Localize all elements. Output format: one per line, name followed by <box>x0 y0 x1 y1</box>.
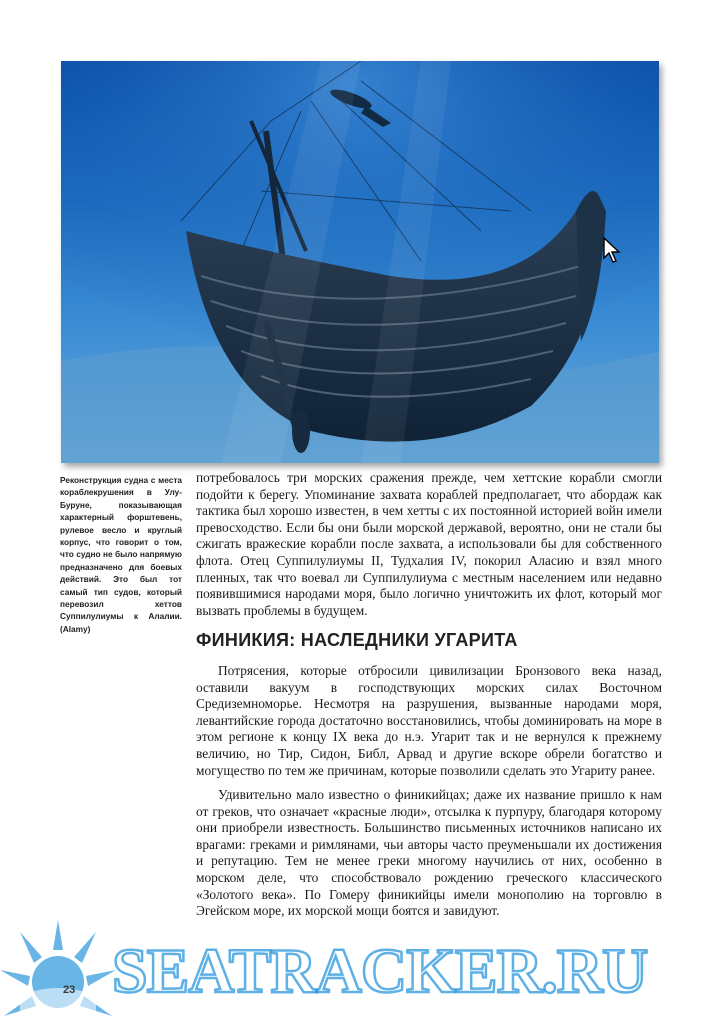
section-heading: ФИНИКИЯ: НАСЛЕДНИКИ УГАРИТА <box>196 630 518 651</box>
sun-logo-icon <box>0 920 116 1024</box>
body-paragraph: Потрясения, которые отбросили цивилизации Бронзового века назад, оставили вакуум в господствующих морских силах Восточном Средиземноморье. Несмотря на разрушения, вызванные народами моря, левантийские города достаточно восстановились, чтобы доминировать на море в этом регионе к концу IX века до н.э. Угарит так и не вернулся к прежнему величию, но Тир, Сидон, Библ, Арвад и другие вскоре обрели богатство и могущество по тем же причинам, которые позволили сделать это Угариту ранее. <box>196 662 662 778</box>
body-paragraph: потребовалось три морских сражения прежде, чем хеттские корабли смогли подойти к берегу. Упоминание захвата кораблей предполагает, что абордаж как тактика был хорошо известен, в чем хетты с их постоянной историей войн имели превосходство. Если бы они были морской державой, вероятно, они не стали бы сжигать вражеские корабли после захвата, а использовали бы для собственного флота. Отец Суппилулиумы II, Тудхалия IV, покорил Аласию и взял много пленных, так что воевал ли Суппилулиума с местным населением или недавно появившимися народами моря, было логично уничтожить их флот, который мог вызвать проблемы в будущем. <box>196 470 662 618</box>
page-number: 23 <box>63 984 76 996</box>
shipwreck-photo <box>61 61 659 463</box>
mouse-pointer-icon <box>602 236 622 264</box>
photo-caption: Реконструкция судна с места кораблекрушения в Улу-Буруне, показывающая характерный форштевень, рулевое весло и круглый корпус, что говорит о том, что судно не было напрямую предназначено для боевых действий. Это был тот самый тип судов, который перевозил хеттов Суппилулиумы к Алалии. (Alamy) <box>60 475 182 634</box>
article-body <box>196 470 662 920</box>
watermark-text: SEATRACKER.RU <box>112 935 648 1006</box>
body-paragraph: Удивительно мало известно о финикийцах; даже их название пришло к нам от греков, что означает «красные люди», отсылка к пурпуру, благодаря которому они приобрели известность. Большинство письменных источников написано их врагами: греками и римлянами, чьи авторы часто преуменьшали их достижения и репутацию. Тем не менее греки многому научились от них, особенно в морском деле, что способствовало рождению греческого классического «Золотого века». По Гомеру финикийцы имели монополию на торговлю в Эгейском море, их морской мощи боятся и завидуют. <box>196 787 662 919</box>
